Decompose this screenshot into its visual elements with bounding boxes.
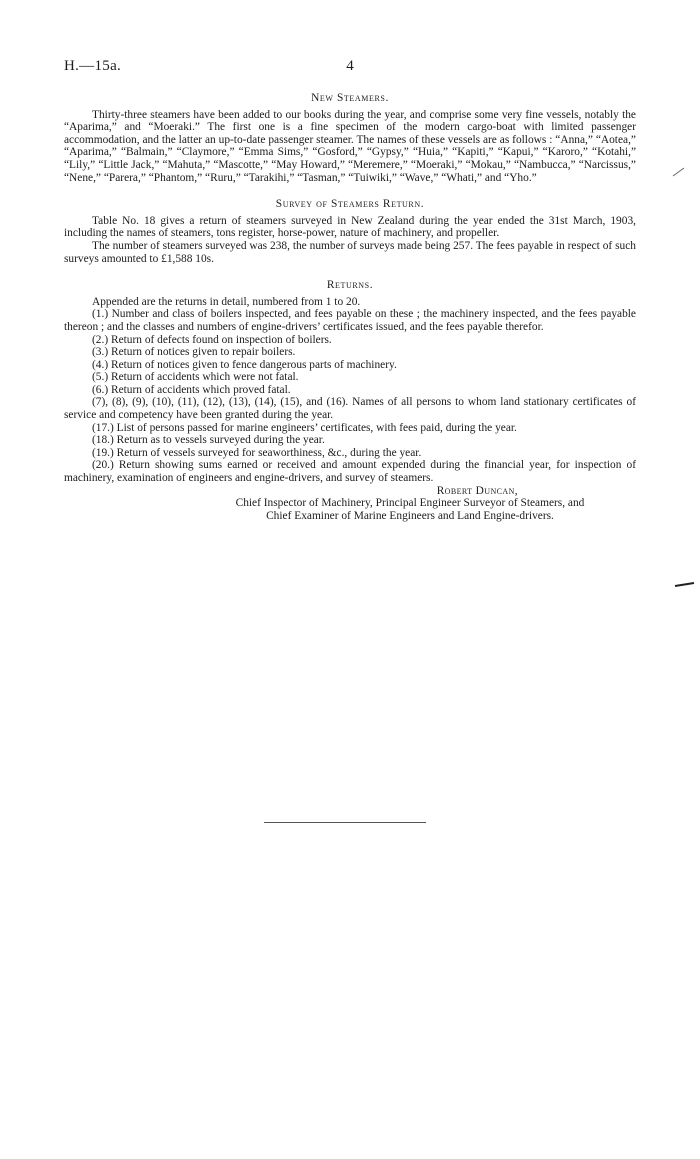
return-item: (7), (8), (9), (10), (11), (12), (13), (14), (15), and (16). Names of all persons to whom land stationary certificates of service and competency have been granted during the year.	[64, 396, 636, 422]
returns-intro: Appended are the returns in detail, numbered from 1 to 20.	[92, 295, 361, 308]
margin-mark	[672, 166, 686, 178]
new-steamers-paragraph: Thirty-three steamers have been added to our books during the year, and comprise some very fine vessels, notably the “Aparima,” and “Moeraki.” The first one is a fine specimen of the modern cargo-boat with limited passenger accommodation, and the latter an up-to-date passenger steamer. The names of these vessels are as follows : “Anna,” “Aotea,” “Aparima,” “Balmain,” “Claymore,” “Emma Sims,” “Gosford,” “Gypsy,” “Huia,” “Kapiti,” “Kapui,” “Karoro,” “Kotahi,” “Lily,” “Little Jack,” “Mahuta,” “Mascotte,” “May Howard,” “Meremere,” “Moeraki,” “Mokau,” “Nambucca,” “Narcissus,” “Nene,” “Parera,” “Phantom,” “Ruru,” “Tarakihi,” “Tasman,” “Tuiwiki,” “Wave,” “Whati,” and “Yho.”	[64, 108, 636, 184]
heading-survey-of-steamers-return: Survey of Steamers Return.	[275, 198, 425, 211]
return-item: (5.) Return of accidents which were not fatal.	[92, 371, 299, 384]
signature-title-line-1: Chief Inspector of Machinery, Principal Engineer Surveyor of Steamers, and	[235, 497, 585, 510]
return-item: (4.) Return of notices given to fence dangerous parts of machinery.	[92, 358, 397, 371]
heading-new-steamers: New Steamers.	[311, 92, 389, 104]
end-rule	[264, 822, 426, 823]
signature-name: Robert Duncan,	[436, 484, 518, 497]
document-reference: H.—15a.	[64, 58, 122, 74]
margin-mark	[674, 580, 696, 590]
signature-title-line-2: Chief Examiner of Marine Engineers and Land Engine-drivers.	[266, 509, 554, 522]
return-item: (1.) Number and class of boilers inspected, and fees payable on these ; the machinery inspected, and the fees payable thereon ; and the classes and numbers of engine-drivers’ certificates issued, and the fees payable therefor.	[64, 308, 636, 333]
return-item: (18.) Return as to vessels surveyed during the year.	[92, 434, 325, 447]
page-body	[64, 92, 636, 522]
return-item: (2.) Return of defects found on inspection of boilers.	[92, 333, 332, 346]
return-item: (3.) Return of notices given to repair boilers.	[92, 346, 296, 359]
return-item: (6.) Return of accidents which proved fatal.	[92, 383, 291, 396]
return-item: (19.) Return of vessels surveyed for seaworthiness, &c., during the year.	[92, 446, 422, 459]
page-number: 4	[346, 58, 354, 74]
return-item: (17.) List of persons passed for marine engineers’ certificates, with fees paid, during the year.	[92, 421, 517, 434]
heading-returns: Returns.	[326, 279, 374, 292]
survey-paragraph-2: The number of steamers surveyed was 238, the number of surveys made being 257. The fees payable in respect of such surveys amounted to £1,588 10s.	[64, 239, 636, 265]
page-header	[64, 58, 636, 82]
return-item: (20.) Return showing sums earned or received and amount expended during the financial year, for inspection of machinery, examination of engineers and engine-drivers, and survey of steamers.	[64, 459, 636, 485]
survey-paragraph-1: Table No. 18 gives a return of steamers surveyed in New Zealand during the year ended the 31st March, 1903, including the names of steamers, tons register, horse-power, nature of machinery, and propeller.	[64, 214, 636, 240]
